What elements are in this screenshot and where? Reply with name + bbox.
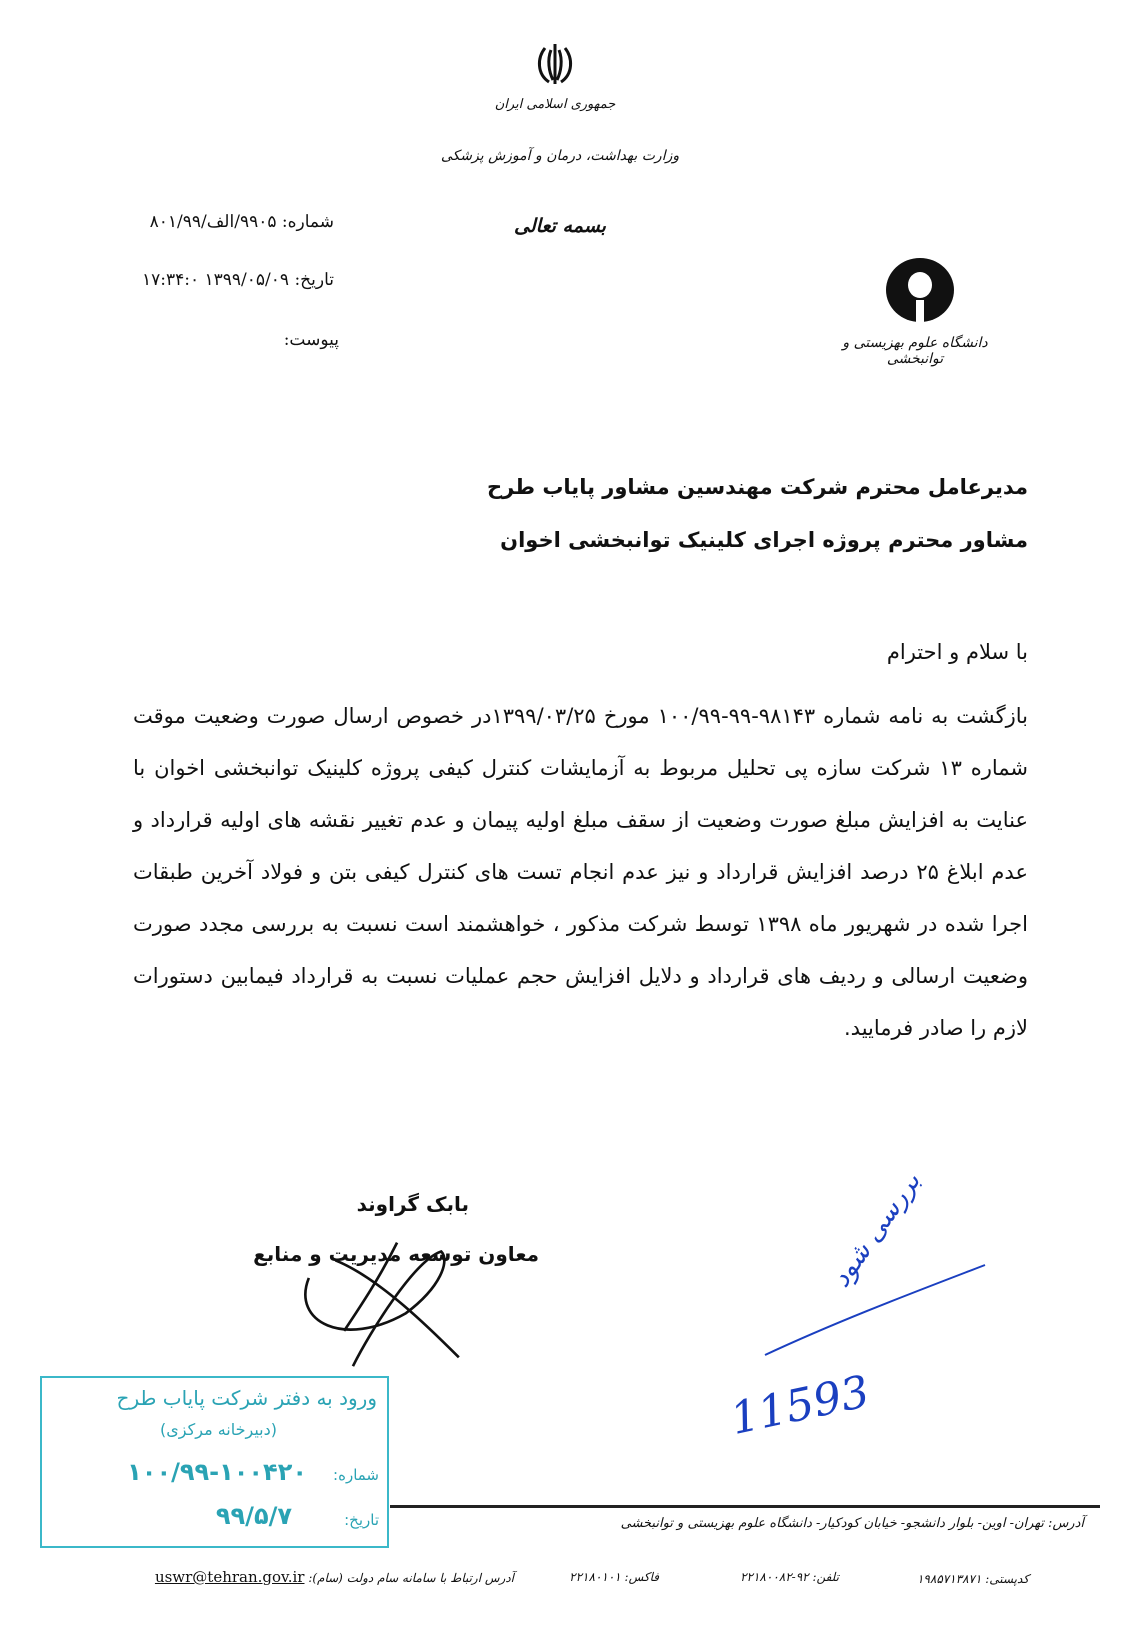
stamp-date-label: تاریخ: xyxy=(344,1511,379,1529)
signatory-name: بابک گراوند xyxy=(356,1192,469,1216)
handwritten-number: 11593 xyxy=(726,1366,874,1445)
phone-label: تلفن: xyxy=(812,1570,839,1584)
university-name: دانشگاه علوم بهزیستی و توانبخشی xyxy=(842,335,988,367)
country-name: جمهوری اسلامی ایران xyxy=(494,97,616,112)
footer-address: آدرس: تهران- اوین- بلوار دانشجو- خیابان کودکیار- دانشگاه علوم بهزیستی و توانبخشی xyxy=(620,1516,1084,1531)
stamp-number-label: شماره: xyxy=(333,1466,379,1484)
ministry-name: وزارت بهداشت، درمان و آموزش پزشکی xyxy=(440,148,680,164)
postal-label: کدپستی: xyxy=(985,1572,1029,1586)
letter-number xyxy=(150,212,334,232)
number-value: ۹۹۰۵/الف/۸۰۱/۹۹ xyxy=(149,212,277,232)
stamp-date: ۹۹/۵/۷ xyxy=(215,1502,292,1530)
greeting: با سلام و احترام xyxy=(886,640,1028,664)
footer-divider xyxy=(390,1505,1100,1508)
fax-label: فاکس: xyxy=(624,1570,659,1584)
email-link[interactable]: uswr@tehran.gov.ir xyxy=(154,1568,305,1586)
iran-emblem-icon xyxy=(533,40,577,88)
email-label: آدرس ارتباط با سامانه سام دولت (سام): xyxy=(308,1571,514,1585)
letter-date xyxy=(142,270,334,290)
university-logo-icon xyxy=(880,255,960,325)
footer-phone xyxy=(740,1570,839,1584)
fax-value: ۲۲۱۸۰۱۰۱ xyxy=(569,1570,621,1584)
signatory-title: معاون توسعه مدیریت و منابع xyxy=(253,1242,539,1266)
invocation: بسمه تعالی xyxy=(514,215,606,237)
handwritten-note: بررسی شود xyxy=(825,1167,927,1293)
recipient-line-1: مدیرعامل محترم شرکت مهندسین مشاور پایاب طرح xyxy=(487,475,1028,499)
date-value: ۱۳۹۹/۰۵/۰۹ ۱۷:۳۴:۰ xyxy=(142,270,290,290)
footer-postal xyxy=(917,1572,1029,1586)
number-label: شماره: xyxy=(281,212,334,232)
stamp-number: ۱۰۰/۹۹-۱۰۰۴۲۰ xyxy=(127,1458,307,1486)
received-stamp xyxy=(40,1376,389,1548)
signature-scribble-icon xyxy=(260,1225,490,1375)
phone-value: ۹۲-۲۲۱۸۰۰۸۲ xyxy=(740,1570,809,1584)
letter-body: بازگشت به نامه شماره ۹۸۱۴۳-۹۹-۱۰۰/۹۹ مورخ ۱۳۹۹/۰۳/۲۵در خصوص ارسال صورت وضعیت موقت شماره ۱۳ شرکت سازه پی تحلیل مربوط به آزمایشات کنترل کیفی پروژه کلینیک توانبخشی اخوان با عنایت به افزایش مبلغ صورت وضعیت از سقف مبلغ اولیه پیمان و عدم تغییر نقشه های اولیه قرارداد و عدم ابلاغ ۲۵ درصد افزایش قرارداد و نیز عدم انجام تست های کنترل کیفی بتن و فولاد آخرین طبقات اجرا شده در شهریور ماه ۱۳۹۸ توسط شرکت مذکور ، خواهشمند است نسبت به بررسی مجدد صورت وضعیت ارسالی و ردیف های قرارداد و دلایل افزایش حجم عملیات نسبت به قرارداد فیمابین دستورات لازم را صادر فرمایید. xyxy=(133,704,1028,1040)
footer-fax xyxy=(569,1570,659,1584)
attachment-label: پیوست: xyxy=(283,330,339,350)
footer-email-row xyxy=(155,1568,514,1586)
date-label: تاریخ: xyxy=(294,270,334,290)
handwritten-stroke-icon xyxy=(760,1260,990,1360)
stamp-subtitle: (دبیرخانه مرکزی) xyxy=(160,1420,277,1439)
recipient-line-2: مشاور محترم پروژه اجرای کلینیک توانبخشی اخوان xyxy=(500,528,1028,552)
postal-value: ۱۹۸۵۷۱۳۸۷۱ xyxy=(916,1572,982,1586)
stamp-title: ورود به دفتر شرکت پایاب طرح xyxy=(116,1386,377,1410)
